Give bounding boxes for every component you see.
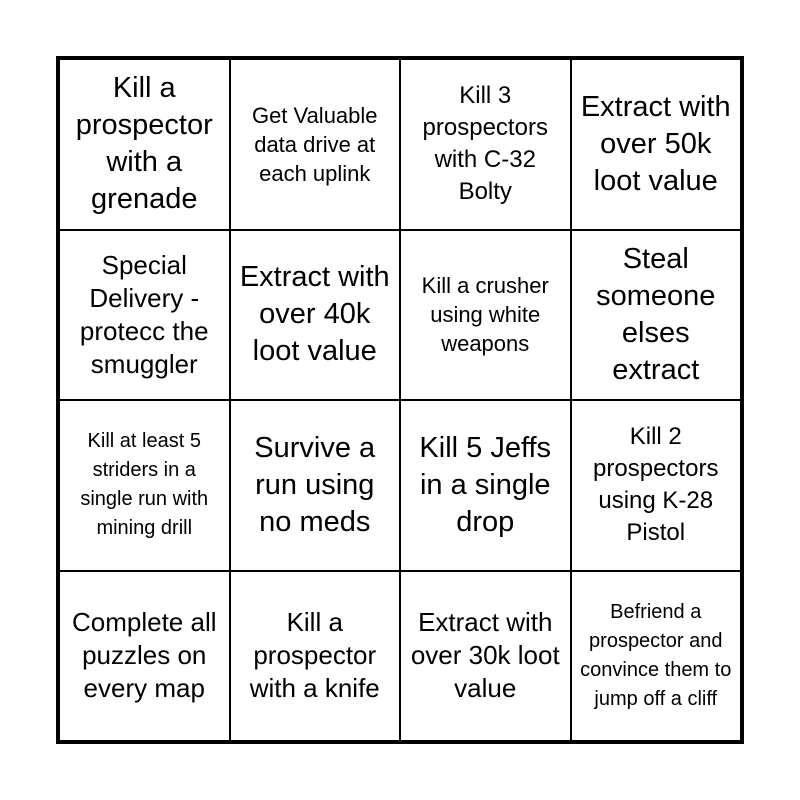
bingo-cell[interactable] — [571, 230, 742, 401]
cell-text: Kill a crusher using white weapons — [421, 273, 549, 357]
cell-text: Kill 2 prospectors using K-28 Pistol — [593, 423, 719, 547]
bingo-cell[interactable] — [59, 59, 230, 230]
bingo-cell[interactable] — [400, 400, 571, 571]
cell-text: Survive a run using no meds — [254, 431, 376, 538]
cell-text: Kill 3 prospectors with C-32 Bolty — [422, 82, 548, 206]
bingo-cell[interactable] — [230, 230, 401, 401]
cell-text: Extract with over 30k loot value — [410, 607, 560, 704]
bingo-cell[interactable] — [59, 571, 230, 742]
cell-text: Kill a prospector with a grenade — [75, 72, 213, 216]
cell-text: Extract with over 40k loot value — [239, 261, 390, 368]
bingo-cell[interactable] — [59, 230, 230, 401]
cell-text: Befriend a prospector and convince them to jump off a cliff — [580, 600, 732, 710]
cell-text: Special Delivery - protecc the smuggler — [79, 249, 209, 379]
bingo-cell[interactable] — [571, 571, 742, 742]
cell-text: Get Valuable data drive at each uplink — [251, 102, 378, 186]
bingo-cell[interactable] — [400, 230, 571, 401]
bingo-cell[interactable] — [230, 571, 401, 742]
cell-text: Extract with over 50k loot value — [580, 90, 731, 197]
cell-text: Kill a prospector with a knife — [249, 607, 380, 704]
cell-text: Complete all puzzles on every map — [71, 607, 217, 704]
bingo-cell[interactable] — [230, 400, 401, 571]
bingo-board — [56, 56, 744, 744]
bingo-cell[interactable] — [571, 59, 742, 230]
cell-text: Kill 5 Jeffs in a single drop — [419, 431, 552, 538]
bingo-cell[interactable] — [400, 59, 571, 230]
cell-text: Steal someone elses extract — [596, 242, 716, 386]
bingo-cell[interactable] — [230, 59, 401, 230]
bingo-cell[interactable] — [59, 400, 230, 571]
bingo-cell[interactable] — [571, 400, 742, 571]
bingo-cell[interactable] — [400, 571, 571, 742]
cell-text: Kill at least 5 striders in a single run with mining drill — [80, 430, 209, 540]
